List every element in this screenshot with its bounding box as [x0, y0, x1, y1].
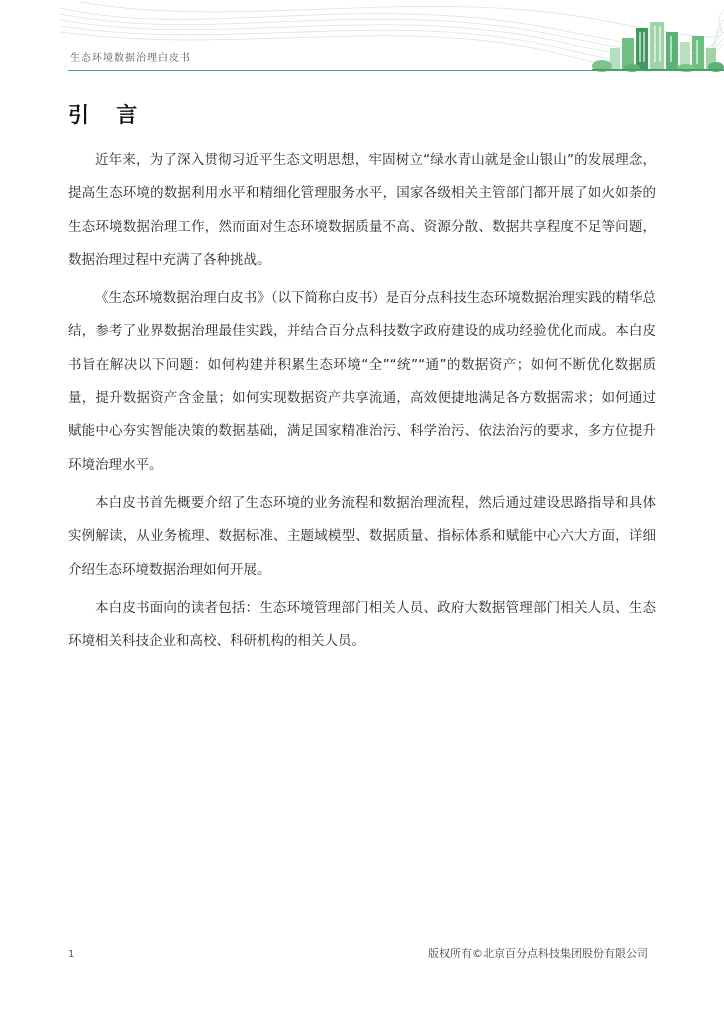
copyright-notice: 版权所有©北京百分点科技集团股份有限公司 [428, 947, 648, 960]
page-number: 1 [68, 949, 75, 960]
header-document-title: 生态环境数据治理白皮书 [70, 53, 191, 64]
body-text [68, 144, 656, 663]
paragraph: 本白皮书面向的读者包括：生态环境管理部门相关人员、政府大数据管理部门相关人员、生态环境相关科技企业和高校、科研机构的相关人员。 [68, 599, 656, 650]
section-heading: 引 言 [68, 103, 148, 127]
paragraph: 近年来，为了深入贯彻习近平生态文明思想，牢固树立“绿水青山就是金山银山”的发展理念，提高生态环境的数据利用水平和精细化管理服务水平，国家各级相关主管部门都开展了如火如荼的生态环境数据治理工作，然而面对生态环境数据质量不高、资源分散、数据共享程度不足等问题，数据治理过程中充满了各种挑战。 [68, 152, 656, 268]
paragraph: 本白皮书首先概要介绍了生态环境的业务流程和数据治理流程，然后通过建设思路指导和具体实例解读，从业务梳理、数据标准、主题域模型、数据质量、指标体系和赋能中心六大方面，详细介绍生态环境数据治理如何开展。 [68, 494, 656, 578]
header-divider [68, 70, 724, 71]
page-header [0, 0, 724, 76]
paragraph: 《生态环境数据治理白皮书》（以下简称白皮书）是百分点科技生态环境数据治理实践的精华总结，参考了业界数据治理最佳实践，并结合百分点科技数字政府建设的成功经验优化而成。本白皮书旨在解决以下问题：如何构建并积累生态环境“全”“统”“通”的数据资产；如何不断优化数据质量，提升数据资产含金量；如何实现数据资产共享流通，高效便捷地满足各方数据需求；如何通过赋能中心夯实智能决策的数据基础，满足国家精准治污、科学治污、依法治污的要求，多方位提升环境治理水平。 [68, 290, 656, 473]
city-skyline-illustration [588, 18, 724, 72]
